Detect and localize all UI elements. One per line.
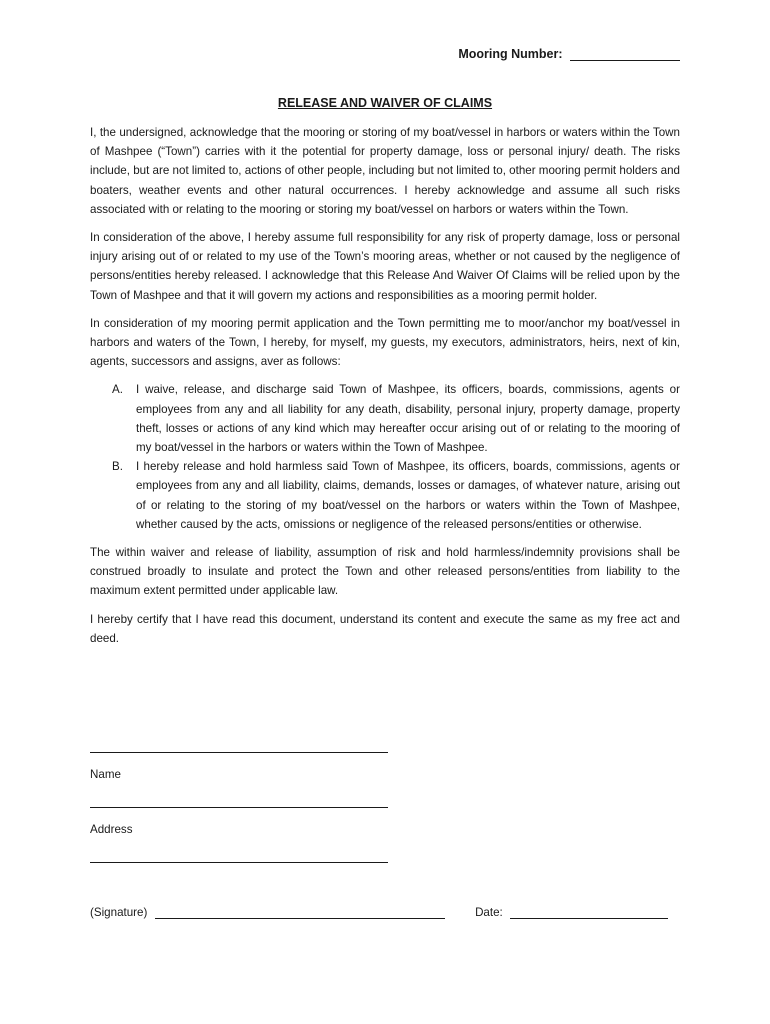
list-marker: A. (112, 383, 123, 397)
signature-label: (Signature) (90, 906, 148, 919)
mooring-number-label: Mooring Number: (458, 47, 563, 61)
paragraph-acknowledgement: I, the undersigned, acknowledge that the mooring or storing of my boat/vessel in harbors or waters within the Town of Mashpee (“Town”) carries with it the potential for property damage, loss or personal injury/ death. The risks include, but are not limited to, actions of other people, including but not limited to, other mooring permit holders and boaters, weather events and other natural occurrences. I hereby acknowledge and assume all such risks associated with or relating to the mooring or storing my boat/vessel on harbors or waters within the Town. (90, 126, 680, 216)
date-label: Date: (475, 906, 503, 919)
document-body (90, 123, 680, 657)
address-line[interactable] (90, 795, 388, 808)
address-line-2[interactable] (90, 850, 388, 863)
date-line[interactable] (510, 906, 668, 919)
paragraph-consideration: In consideration of my mooring permit application and the Town permitting me to moor/anchor my boat/vessel in harbors and waters of the Town, I hereby, for myself, my guests, my executors, administrators, heirs, next of kin, agents, successors and assigns, aver as follows: (90, 316, 680, 369)
signature-row (90, 906, 668, 919)
mooring-number-input-line[interactable] (570, 48, 680, 61)
list-item (90, 457, 680, 534)
list-item (90, 380, 680, 457)
list-item-text: I waive, release, and discharge said Town of Mashpee, its officers, boards, commissions, agents or employees from any and all liability for any death, disability, personal injury, property damage, property theft, losses or actions of any kind which may hereafter occur arising out of or relating to the mooring of my boat/vessel in the harbors or waters within the Town of Mashpee. (136, 383, 680, 455)
document-title: RELEASE AND WAIVER OF CLAIMS (277, 96, 493, 110)
mooring-number-field (458, 47, 680, 61)
waiver-list (90, 380, 680, 534)
paragraph-certification: I hereby certify that I have read this document, understand its content and execute the same as my free act and deed. (90, 612, 680, 645)
name-line[interactable] (90, 740, 388, 753)
name-label: Name (90, 768, 121, 781)
signature-line[interactable] (155, 906, 445, 919)
paragraph-construction: The within waiver and release of liability, assumption of risk and hold harmless/indemnity provisions shall be construed broadly to insulate and protect the Town and other released persons/entities from liability to the maximum extent permitted under applicable law. (90, 546, 680, 598)
list-marker: B. (112, 460, 123, 474)
address-label: Address (90, 823, 133, 836)
paragraph-responsibility: In consideration of the above, I hereby assume full responsibility for any risk of property damage, loss or personal injury arising out of or related to my use of the Town’s mooring areas, whether or not caused by the negligence of persons/entities hereby released. I acknowledge that this Release And Waiver Of Claims will be relied upon by the Town of Mashpee and that it will govern my actions and responsibilities as a mooring permit holder. (90, 231, 680, 302)
list-item-text: I hereby release and hold harmless said Town of Mashpee, its officers, boards, commissions, agents or employees from any and all liability, claims, demands, losses or damages, of whatever nature, arising out of or relating to the storing of my boat/vessel on the harbors or waters within the Town of Mashpee, whether caused by the acts, omissions or negligence of the released persons/entities or otherwise. (136, 460, 680, 531)
